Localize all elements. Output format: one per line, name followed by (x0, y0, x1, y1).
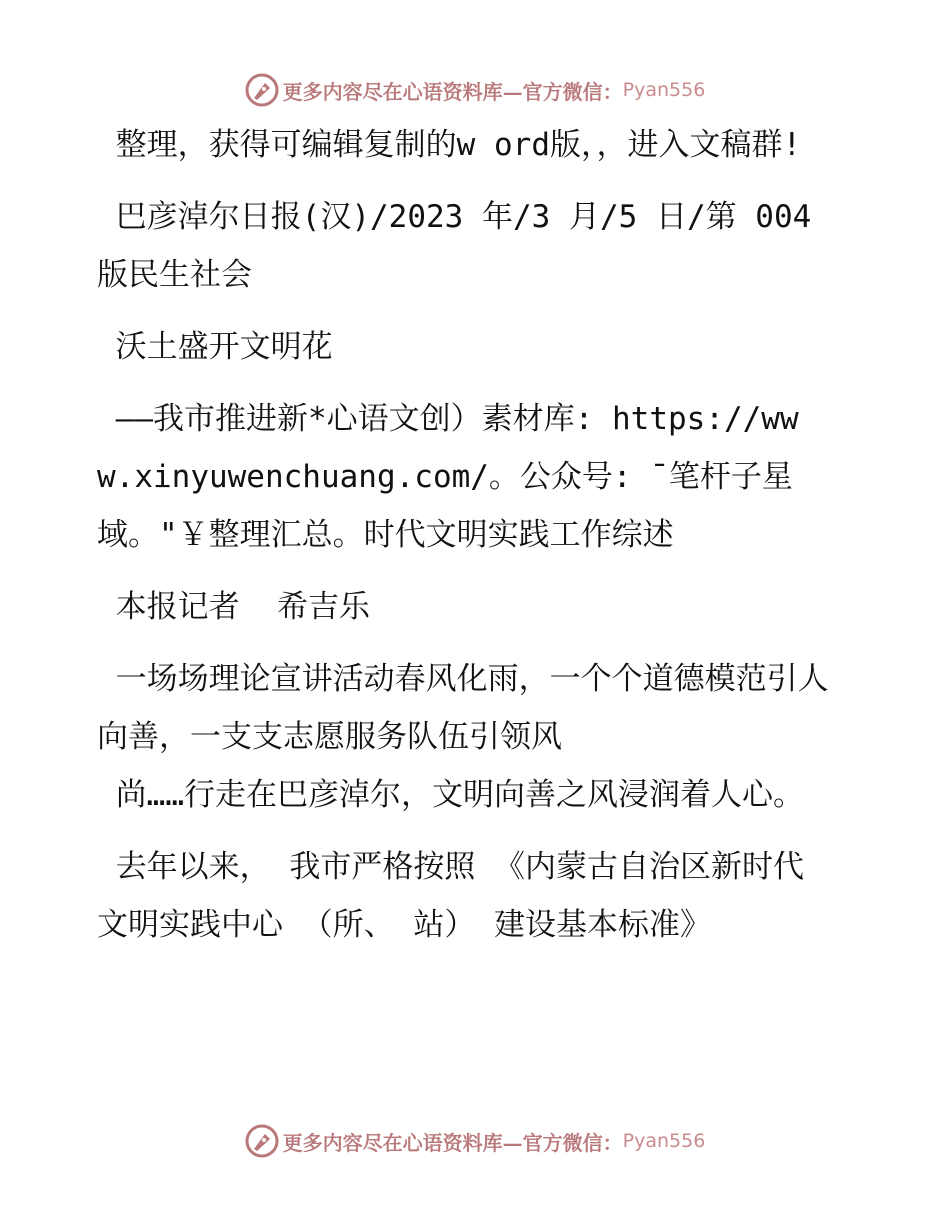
banner-text: 更多内容尽在心语资料库—官方微信： (282, 79, 623, 104)
document-body (97, 116, 832, 968)
banner-text: 更多内容尽在心语资料库—官方微信： (282, 1130, 623, 1155)
paragraph-7: 尚……行走在巴彦淖尔，文明向善之风浸润着人心。 (97, 777, 804, 813)
paragraph-2: 巴彦淖尔日报(汉)/2023 年/3 月/5 日/第 004 版民生社会 (97, 199, 830, 293)
pen-nib-logo-icon (245, 1124, 279, 1158)
banner-wechat-id: Pyan556 (622, 79, 706, 101)
paragraph-5: 本报记者 希吉乐 (97, 589, 370, 625)
footer-banner (0, 1121, 950, 1161)
paragraph-1: 整理，获得可编辑复制的w ord版，，进入文稿群! (97, 127, 802, 163)
paragraph-8: 去年以来， 我市严格按照 《内蒙古自治区新时代文明实践中心 （所、 站） 建设基本标准》 (97, 849, 804, 943)
pen-nib-logo-icon (245, 73, 279, 107)
header-banner (0, 70, 950, 110)
paragraph-6: 一场场理论宣讲活动春风化雨，一个个道德模范引人向善，一支支志愿服务队伍引领风 (97, 661, 829, 755)
paragraph-4: ——我市推进新*心语文创）素材库: https://www.xinyuwenchuang.com/。公众号: ¯笔杆子星域。"￥整理汇总。时代文明实践工作综述 (97, 401, 799, 553)
banner-wechat-id: Pyan556 (622, 1130, 706, 1152)
paragraph-3: 沃土盛开文明花 (97, 329, 333, 365)
